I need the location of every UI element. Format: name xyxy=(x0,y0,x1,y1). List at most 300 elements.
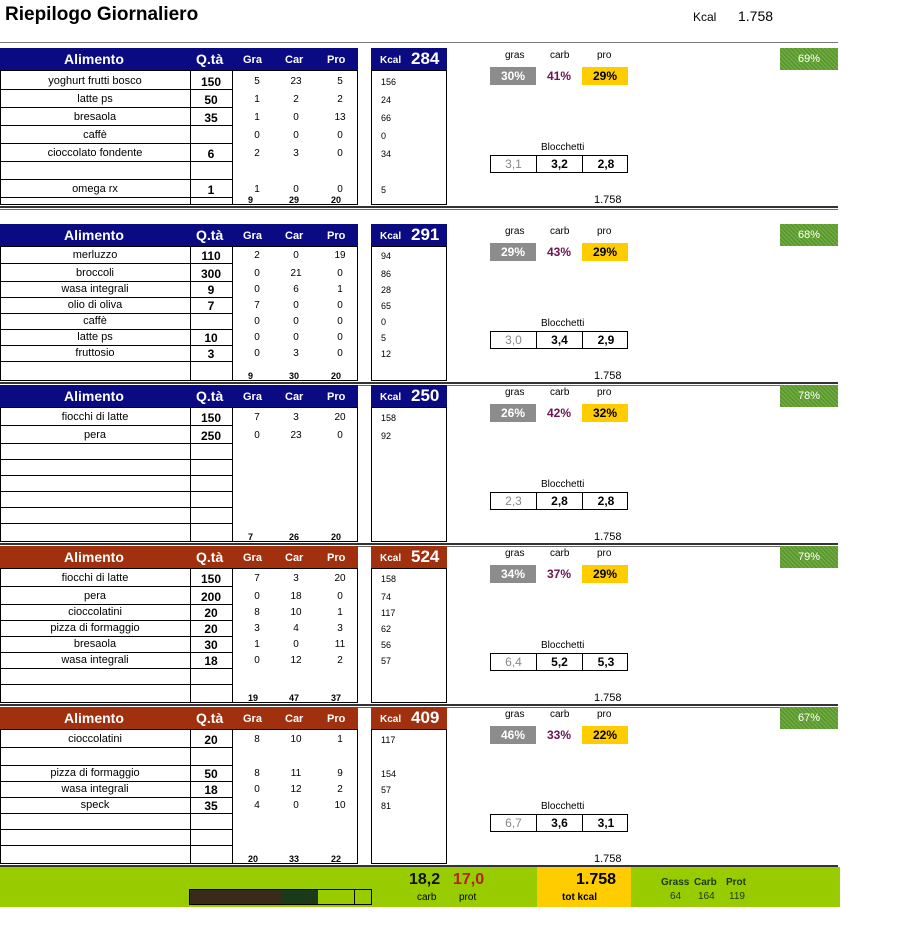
footer-carb-value: 18,2 xyxy=(409,871,441,888)
kcal-cell: 5 xyxy=(381,185,387,195)
car-cell: 0 xyxy=(293,332,299,343)
total-gra: 9 xyxy=(248,195,254,205)
blocchetti-gras: 6,7 xyxy=(491,815,537,831)
blocchetti-label: Blocchetti xyxy=(541,142,585,153)
col-gra: Gra xyxy=(243,391,262,403)
row-divider xyxy=(0,161,232,162)
pro-cell: 0 xyxy=(337,148,343,159)
meal-percent-badge: 69% xyxy=(780,48,838,70)
perc-carb: 41% xyxy=(546,69,572,83)
kcal-cell: 74 xyxy=(381,592,392,602)
row-divider xyxy=(0,179,232,180)
total-car: 26 xyxy=(289,532,300,542)
pro-cell: 5 xyxy=(337,76,343,87)
total-car: 30 xyxy=(289,371,300,381)
perc-carb: 43% xyxy=(546,245,572,259)
meal-subtotal: 1.758 xyxy=(594,194,622,206)
col-qta: Q.tà xyxy=(196,227,224,243)
row-divider xyxy=(0,668,232,669)
kcal-cell: 81 xyxy=(381,801,392,811)
perc-gras: 34% xyxy=(490,565,536,583)
kcal-cell: 0 xyxy=(381,131,387,141)
meal-subtotal: 1.758 xyxy=(594,853,622,865)
col-gra: Gra xyxy=(243,713,262,725)
pro-cell: 10 xyxy=(334,800,346,811)
qta-cell[interactable]: 18 xyxy=(204,654,218,668)
row-divider xyxy=(0,747,232,748)
blocchetti-box xyxy=(490,814,628,832)
food-name-cell[interactable]: fiocchi di latte xyxy=(61,572,129,584)
gra-cell: 0 xyxy=(254,130,260,141)
col-pro: Pro xyxy=(327,391,346,403)
qta-cell[interactable]: 200 xyxy=(200,590,222,604)
col-pro: Pro xyxy=(327,552,346,564)
total-gra: 7 xyxy=(248,532,254,542)
gra-cell: 0 xyxy=(254,316,260,327)
kcal-cell: 56 xyxy=(381,640,392,650)
meal-kcal-header xyxy=(371,707,447,729)
food-name-cell[interactable]: broccoli xyxy=(76,267,114,279)
food-name-cell[interactable]: merluzzo xyxy=(72,249,118,261)
kcal-cell: 24 xyxy=(381,95,392,105)
perc-carb: 37% xyxy=(546,567,572,581)
kcal-cell: 94 xyxy=(381,251,392,261)
pro-cell: 1 xyxy=(337,284,343,295)
qta-cell[interactable]: 20 xyxy=(204,606,218,620)
footer-carb-label: carb xyxy=(417,892,437,903)
meal-header xyxy=(0,224,358,246)
pro-cell: 13 xyxy=(334,112,346,123)
gra-cell: 3 xyxy=(254,623,260,634)
col-qta: Q.tà xyxy=(196,388,224,404)
gra-cell: 4 xyxy=(254,800,260,811)
footer-kcal-label: tot kcal xyxy=(562,892,598,903)
kcal-cell: 66 xyxy=(381,113,392,123)
qta-cell[interactable]: 30 xyxy=(204,638,218,652)
kcal-label: Kcal xyxy=(380,55,402,66)
blocchetti-box xyxy=(490,653,628,671)
pro-cell: 1 xyxy=(337,734,343,745)
col-gra: Gra xyxy=(243,230,262,242)
row-divider xyxy=(0,829,232,830)
food-name-cell[interactable]: olio di oliva xyxy=(67,299,123,311)
car-cell: 3 xyxy=(293,412,299,423)
meal-section xyxy=(0,705,897,866)
total-gra: 9 xyxy=(248,371,254,381)
kcal-column xyxy=(371,568,447,703)
food-name-cell[interactable]: pera xyxy=(83,590,107,602)
meal-kcal-value: 250 xyxy=(411,386,440,405)
progress-marker xyxy=(354,890,355,904)
perc-label-pro: pro xyxy=(597,709,612,720)
page-title: Riepilogo Giornaliero xyxy=(5,4,199,25)
car-cell: 10 xyxy=(290,607,302,618)
perc-gras: 29% xyxy=(490,243,536,261)
kcal-cell: 154 xyxy=(381,769,397,779)
qta-cell[interactable]: 50 xyxy=(204,767,218,781)
pro-cell: 20 xyxy=(334,412,346,423)
pro-cell: 0 xyxy=(337,591,343,602)
row-divider xyxy=(0,797,232,798)
car-cell: 0 xyxy=(293,800,299,811)
car-cell: 21 xyxy=(290,268,302,279)
footer-summary xyxy=(0,867,840,907)
total-gra: 20 xyxy=(248,854,259,864)
summary-value-grass: 64 xyxy=(670,891,682,902)
row-divider xyxy=(0,313,232,314)
gra-cell: 8 xyxy=(254,734,260,745)
kcal-cell: 0 xyxy=(381,317,387,327)
car-cell: 0 xyxy=(293,184,299,195)
blocchetti-pro: 2,9 xyxy=(597,333,615,347)
col-car: Car xyxy=(285,552,304,564)
food-name-cell[interactable]: pera xyxy=(83,429,107,441)
food-name-cell[interactable]: bresaola xyxy=(73,111,117,123)
kcal-cell: 5 xyxy=(381,333,387,343)
kcal-cell: 57 xyxy=(381,785,392,795)
food-name-cell[interactable]: cioccolatini xyxy=(68,606,122,618)
perc-label-pro: pro xyxy=(597,50,612,61)
meal-kcal-header xyxy=(371,48,447,70)
perc-gras: 30% xyxy=(490,67,536,85)
row-divider xyxy=(0,125,232,126)
meal-header xyxy=(0,707,358,729)
row-divider xyxy=(0,684,232,685)
row-divider xyxy=(0,107,232,108)
kcal-label: Kcal xyxy=(380,714,402,725)
qta-cell[interactable]: 20 xyxy=(204,733,218,747)
qta-cell[interactable]: 20 xyxy=(204,622,218,636)
meal-percent-badge: 79% xyxy=(780,546,838,568)
qta-cell[interactable]: 7 xyxy=(207,299,215,313)
car-cell: 23 xyxy=(290,430,302,441)
food-name-cell[interactable]: cioccolatini xyxy=(68,733,122,745)
blocchetti-pro: 5,3 xyxy=(597,655,615,669)
col-pro: Pro xyxy=(327,54,346,66)
total-pro: 20 xyxy=(331,532,342,542)
pro-cell: 0 xyxy=(337,300,343,311)
meal-section xyxy=(0,222,897,383)
col-car: Car xyxy=(285,230,304,242)
pro-cell: 0 xyxy=(337,184,343,195)
col-car: Car xyxy=(285,713,304,725)
blocchetti-gras: 3,0 xyxy=(491,332,537,348)
food-name-cell[interactable]: wasa integrali xyxy=(61,283,129,295)
total-car: 29 xyxy=(289,195,300,205)
pro-cell: 0 xyxy=(337,268,343,279)
meal-subtotal: 1.758 xyxy=(594,370,622,382)
row-divider xyxy=(0,281,232,282)
car-cell: 12 xyxy=(290,655,302,666)
total-pro: 37 xyxy=(331,693,342,703)
row-divider xyxy=(0,652,232,653)
row-divider xyxy=(0,197,232,198)
pro-cell: 0 xyxy=(337,316,343,327)
pro-cell: 20 xyxy=(334,573,346,584)
qta-cell[interactable]: 35 xyxy=(204,111,218,125)
blocchetti-gras: 2,3 xyxy=(491,493,537,509)
col-alimento: Alimento xyxy=(64,388,124,404)
car-cell: 6 xyxy=(293,284,299,295)
pro-cell: 1 xyxy=(337,607,343,618)
perc-label-gras: gras xyxy=(505,548,525,559)
row-divider xyxy=(0,620,232,621)
blocchetti-label: Blocchetti xyxy=(541,318,585,329)
blocchetti-pro: 2,8 xyxy=(597,494,615,508)
food-name-cell[interactable]: wasa integrali xyxy=(61,654,129,666)
qta-cell[interactable]: 9 xyxy=(207,283,215,297)
gra-cell: 2 xyxy=(254,148,260,159)
total-pro: 20 xyxy=(331,371,342,381)
food-name-cell[interactable]: latte ps xyxy=(77,331,113,343)
summary-value-prot: 119 xyxy=(729,891,745,902)
meal-section xyxy=(0,544,897,705)
qta-cell[interactable]: 3 xyxy=(207,347,215,361)
row-divider xyxy=(0,523,232,524)
food-name-cell[interactable]: omega rx xyxy=(72,183,118,195)
food-name-cell[interactable]: cioccolato fondente xyxy=(47,147,143,159)
progress-fill-grass xyxy=(190,890,282,904)
meal-percent-badge: 67% xyxy=(780,707,838,729)
col-pro: Pro xyxy=(327,713,346,725)
blocchetti-carb: 5,2 xyxy=(537,654,583,670)
gra-cell: 1 xyxy=(254,639,260,650)
header-divider xyxy=(0,42,838,43)
perc-gras: 26% xyxy=(490,404,536,422)
perc-label-gras: gras xyxy=(505,50,525,61)
summary-label-prot: Prot xyxy=(726,877,746,888)
food-name-cell[interactable]: fruttosio xyxy=(75,347,115,359)
blocchetti-box xyxy=(490,331,628,349)
qta-cell[interactable]: 300 xyxy=(200,267,222,281)
kcal-label: Kcal xyxy=(380,392,402,403)
row-divider xyxy=(0,604,232,605)
perc-label-carb: carb xyxy=(550,709,570,720)
car-cell: 18 xyxy=(290,591,302,602)
gra-cell: 7 xyxy=(254,300,260,311)
footer-prot-value: 17,0 xyxy=(453,871,485,888)
qta-cell[interactable]: 18 xyxy=(204,783,218,797)
perc-label-carb: carb xyxy=(550,50,570,61)
gra-cell: 7 xyxy=(254,412,260,423)
kcal-cell: 117 xyxy=(381,735,396,745)
gra-cell: 1 xyxy=(254,184,260,195)
gra-cell: 7 xyxy=(254,573,260,584)
kcal-cell: 117 xyxy=(381,608,396,618)
blocchetti-box xyxy=(490,155,628,173)
blocchetti-box xyxy=(490,492,628,510)
food-name-cell[interactable]: pizza di formaggio xyxy=(50,622,140,634)
pro-cell: 0 xyxy=(337,430,343,441)
food-name-cell[interactable]: wasa integrali xyxy=(61,783,129,795)
car-cell: 11 xyxy=(290,768,302,779)
row-divider xyxy=(0,425,232,426)
kcal-cell: 92 xyxy=(381,431,392,441)
perc-pro: 22% xyxy=(582,726,628,744)
car-cell: 3 xyxy=(293,148,299,159)
gra-cell: 5 xyxy=(254,76,260,87)
kcal-cell: 34 xyxy=(381,149,392,159)
gra-cell: 0 xyxy=(254,430,260,441)
kcal-cell: 57 xyxy=(381,656,392,666)
gra-cell: 0 xyxy=(254,784,260,795)
blocchetti-carb: 2,8 xyxy=(537,493,583,509)
total-pro: 22 xyxy=(331,854,342,864)
car-cell: 0 xyxy=(293,316,299,327)
car-cell: 3 xyxy=(293,573,299,584)
blocchetti-gras: 3,1 xyxy=(491,156,537,172)
row-divider xyxy=(0,845,232,846)
perc-gras: 46% xyxy=(490,726,536,744)
meal-kcal-header xyxy=(371,224,447,246)
kcal-cell: 12 xyxy=(381,349,392,359)
blocchetti-label: Blocchetti xyxy=(541,479,585,490)
food-name-cell[interactable]: bresaola xyxy=(73,638,117,650)
perc-label-pro: pro xyxy=(597,387,612,398)
row-divider xyxy=(0,586,232,587)
car-cell: 0 xyxy=(293,112,299,123)
qta-cell[interactable]: 6 xyxy=(207,147,215,161)
gra-cell: 0 xyxy=(254,268,260,279)
total-pro: 20 xyxy=(331,195,342,205)
meal-header xyxy=(0,385,358,407)
meal-percent-badge: 78% xyxy=(780,385,838,407)
meal-kcal-value: 291 xyxy=(411,225,440,244)
col-qta: Q.tà xyxy=(196,51,224,67)
food-name-cell[interactable]: pizza di formaggio xyxy=(50,767,140,779)
meal-header xyxy=(0,48,358,70)
blocchetti-pro: 2,8 xyxy=(597,157,615,171)
perc-label-carb: carb xyxy=(550,387,570,398)
qta-cell[interactable]: 10 xyxy=(204,331,218,345)
perc-pro: 29% xyxy=(582,565,628,583)
gra-cell: 2 xyxy=(254,250,260,261)
row-divider xyxy=(0,636,232,637)
daily-kcal-total: 1.758 xyxy=(738,8,774,24)
blocchetti-label: Blocchetti xyxy=(541,640,585,651)
row-divider xyxy=(0,459,232,460)
perc-pro: 29% xyxy=(582,243,628,261)
pro-cell: 0 xyxy=(337,332,343,343)
pro-cell: 2 xyxy=(337,784,343,795)
car-cell: 12 xyxy=(290,784,302,795)
kcal-column xyxy=(371,407,447,542)
meal-section xyxy=(0,46,897,207)
perc-carb: 33% xyxy=(546,728,572,742)
meal-kcal-value: 524 xyxy=(411,547,440,566)
col-alimento: Alimento xyxy=(64,51,124,67)
qta-cell[interactable]: 150 xyxy=(200,411,222,425)
kcal-cell: 158 xyxy=(381,574,397,584)
col-alimento: Alimento xyxy=(64,710,124,726)
car-cell: 4 xyxy=(293,623,299,634)
row-divider xyxy=(0,765,232,766)
qta-cell[interactable]: 150 xyxy=(200,75,222,89)
pro-cell: 2 xyxy=(337,655,343,666)
total-car: 33 xyxy=(289,854,300,864)
meal-kcal-header xyxy=(371,546,447,568)
kcal-cell: 62 xyxy=(381,624,392,634)
blocchetti-carb: 3,4 xyxy=(537,332,583,348)
meal-percent-badge: 68% xyxy=(780,224,838,246)
kcal-cell: 65 xyxy=(381,301,392,311)
gra-cell: 0 xyxy=(254,591,260,602)
qta-cell[interactable]: 110 xyxy=(201,249,221,263)
kcal-cell: 86 xyxy=(381,269,392,279)
blocchetti-pro: 3,1 xyxy=(597,816,615,830)
section-separator xyxy=(0,206,838,210)
food-name-cell[interactable]: speck xyxy=(80,799,110,811)
total-gra: 19 xyxy=(248,693,259,703)
footer-prot-label: prot xyxy=(459,892,477,903)
food-name-cell[interactable]: yoghurt frutti bosco xyxy=(48,75,142,87)
progress-fill-carb xyxy=(282,890,318,904)
row-divider xyxy=(0,475,232,476)
gra-cell: 0 xyxy=(254,332,260,343)
col-car: Car xyxy=(285,391,304,403)
gra-cell: 1 xyxy=(254,94,260,105)
col-alimento: Alimento xyxy=(64,549,124,565)
blocchetti-carb: 3,6 xyxy=(537,815,583,831)
qta-cell[interactable]: 150 xyxy=(200,572,222,586)
blocchetti-gras: 6,4 xyxy=(491,654,537,670)
summary-value-carb: 164 xyxy=(698,891,715,902)
meal-subtotal: 1.758 xyxy=(594,531,622,543)
progress-bar xyxy=(189,889,372,905)
row-divider xyxy=(0,507,232,508)
qta-cell[interactable]: 1 xyxy=(207,183,215,197)
row-divider xyxy=(0,345,232,346)
meal-section xyxy=(0,383,897,544)
qta-cell[interactable]: 35 xyxy=(204,799,218,813)
gra-cell: 8 xyxy=(254,768,260,779)
blocchetti-label: Blocchetti xyxy=(541,801,585,812)
car-cell: 0 xyxy=(293,250,299,261)
kcal-label: Kcal xyxy=(380,553,402,564)
perc-label-pro: pro xyxy=(597,548,612,559)
perc-label-gras: gras xyxy=(505,226,525,237)
pro-cell: 9 xyxy=(337,768,343,779)
perc-label-pro: pro xyxy=(597,226,612,237)
food-name-cell[interactable]: fiocchi di latte xyxy=(61,411,129,423)
qta-cell[interactable]: 50 xyxy=(204,93,218,107)
car-cell: 10 xyxy=(290,734,302,745)
food-name-cell[interactable]: caffè xyxy=(83,315,107,327)
meal-kcal-value: 284 xyxy=(411,49,440,68)
pro-cell: 2 xyxy=(337,94,343,105)
gra-cell: 8 xyxy=(254,607,260,618)
kcal-cell: 156 xyxy=(381,77,397,87)
qta-cell[interactable]: 250 xyxy=(200,429,222,443)
daily-kcal-label: Kcal xyxy=(693,10,717,24)
gra-cell: 1 xyxy=(254,112,260,123)
gra-cell: 0 xyxy=(254,284,260,295)
meal-subtotal: 1.758 xyxy=(594,692,622,704)
meal-kcal-value: 409 xyxy=(411,708,440,727)
pro-cell: 0 xyxy=(337,130,343,141)
total-car: 47 xyxy=(289,693,300,703)
blocchetti-carb: 3,2 xyxy=(537,156,583,172)
perc-carb: 42% xyxy=(546,406,572,420)
kcal-cell: 28 xyxy=(381,285,392,295)
food-name-cell[interactable]: latte ps xyxy=(77,93,113,105)
kcal-column xyxy=(371,729,447,864)
kcal-column xyxy=(371,246,447,381)
car-cell: 0 xyxy=(293,300,299,311)
perc-label-gras: gras xyxy=(505,387,525,398)
footer-kcal-value: 1.758 xyxy=(576,871,617,888)
food-name-cell[interactable]: caffè xyxy=(83,129,107,141)
